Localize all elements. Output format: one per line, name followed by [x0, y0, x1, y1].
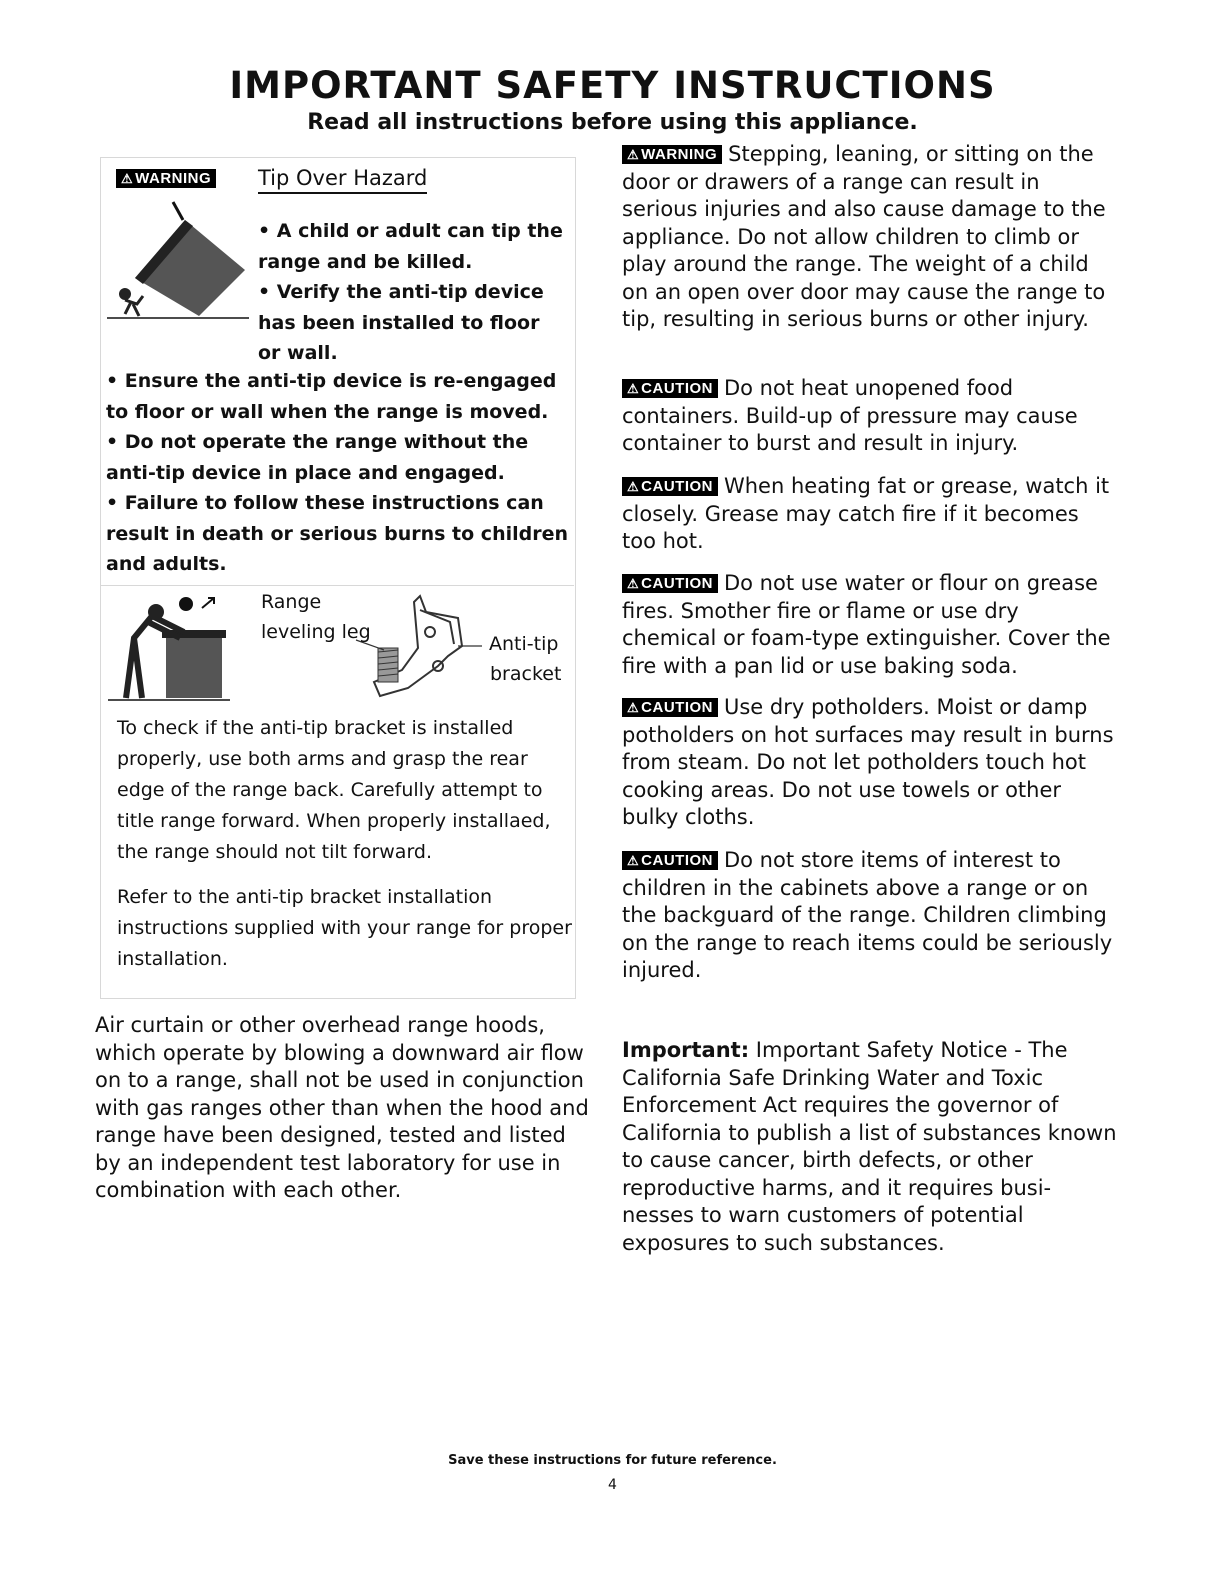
caution-grease-fires-item: ⚠ CAUTION Do not use water or flour on grease fires. Smother fire or flame or use dry chemical or foam-type extinguisher. Cover the fire with a pan lid or use baking soda.	[622, 571, 1111, 678]
anti-tip-check-text: To check if the anti-tip bracket is installed properly, use both arms and grasp the rear edge of the range back. Carefully attempt to title range forward. When properly installaed, the range should not tilt forward.	[117, 717, 551, 863]
caution-badge: ⚠ CAUTION	[622, 379, 718, 398]
anti-tip-refer-text: Refer to the anti-tip bracket installation instructions supplied with your range for proper installation.	[117, 886, 572, 970]
bullet-verify-device: • Verify the anti-tip device has been installed to floor or wall.	[258, 281, 544, 364]
leveling-leg-label: Range leveling leg	[261, 591, 371, 643]
footer-note: Save these instructions for future reference.	[448, 1453, 777, 1468]
alert-triangle-icon: ⚠	[627, 700, 640, 715]
tip-over-warning-badge	[116, 169, 222, 189]
tip-over-title: Tip Over Hazard	[258, 166, 427, 194]
important-text: Important Safety Notice - The California Safe Drinking Water and Toxic Enforcement Act requires the governor of California to publish a list of substances known to cause cancer, birth defects, or other reproductive harms, and it requires busi-nesses to warn customers of potential exposures to such substances.	[622, 1038, 1117, 1255]
tip-over-illustration-icon	[103, 198, 253, 322]
warning-badge: ⚠ WARNING	[116, 169, 216, 188]
tip-over-bullets-top	[258, 216, 568, 369]
warning-stepping-item: ⚠ WARNING Stepping, leaning, or sitting on the door or drawers of a range can result in serious injuries and also cause damage to the appliance. Do not allow children to climb or play around the range. The weight of a child on an open over door may cause the range to tip, resulting in serious burns or other injury.	[622, 142, 1106, 331]
alert-triangle-icon: ⚠	[627, 853, 640, 868]
caution-unopened-containers-item: ⚠ CAUTION Do not heat unopened food containers. Build-up of pressure may cause container to burst and result in injury.	[622, 376, 1078, 455]
alert-triangle-icon: ⚠	[121, 171, 134, 186]
bullet-re-engaged: • Ensure the anti-tip device is re-engaged to floor or wall when the range is moved.	[106, 370, 557, 423]
page-title: IMPORTANT SAFETY INSTRUCTIONS	[229, 64, 996, 107]
bullet-do-not-operate: • Do not operate the range without the anti-tip device in place and engaged.	[106, 431, 529, 484]
anti-tip-bracket-label: Anti-tip bracket	[489, 633, 562, 685]
caution-badge: ⚠ CAUTION	[622, 851, 718, 870]
tip-over-bullets-full	[106, 366, 574, 580]
alert-triangle-icon: ⚠	[627, 381, 640, 396]
person-checking-range-icon	[104, 592, 234, 704]
caution-badge: ⚠ CAUTION	[622, 477, 718, 496]
bullet-failure: • Failure to follow these instructions can result in death or serious burns to children and adults.	[106, 492, 569, 575]
caution-badge: ⚠ CAUTION	[622, 574, 718, 593]
page-subtitle: Read all instructions before using this appliance.	[307, 110, 918, 135]
caution-potholders-item: ⚠ CAUTION Use dry potholders. Moist or damp potholders on hot surfaces may result in burns from steam. Do not let potholders touch hot cooking areas. Do not use towels or other bulky cloths.	[622, 695, 1114, 829]
important-notice	[622, 1037, 1118, 1257]
page-number: 4	[608, 1477, 617, 1493]
important-label: Important:	[622, 1038, 750, 1062]
bullet-child-tip: • A child or adult can tip the range and be killed.	[258, 220, 563, 273]
caution-fat-grease-item: ⚠ CAUTION When heating fat or grease, watch it closely. Grease may catch fire if it becomes too hot.	[622, 474, 1110, 553]
air-curtain-paragraph: Air curtain or other overhead range hoods, which operate by blowing a downward air flow on to a range, shall not be used in conjunction with gas ranges other than when the hood and range have been designed, tested and listed by an independent test laboratory for use in combination with each other.	[95, 1013, 589, 1202]
caution-store-items-item: ⚠ CAUTION Do not store items of interest to children in the cabinets above a range or on the backguard of the range. Children climbing on the range to reach items could be seriously injured.	[622, 848, 1113, 982]
caution-badge: ⚠ CAUTION	[622, 698, 718, 717]
alert-triangle-icon: ⚠	[627, 479, 640, 494]
warning-badge: ⚠ WARNING	[622, 145, 722, 164]
alert-triangle-icon: ⚠	[627, 576, 640, 591]
alert-triangle-icon: ⚠	[627, 147, 640, 162]
